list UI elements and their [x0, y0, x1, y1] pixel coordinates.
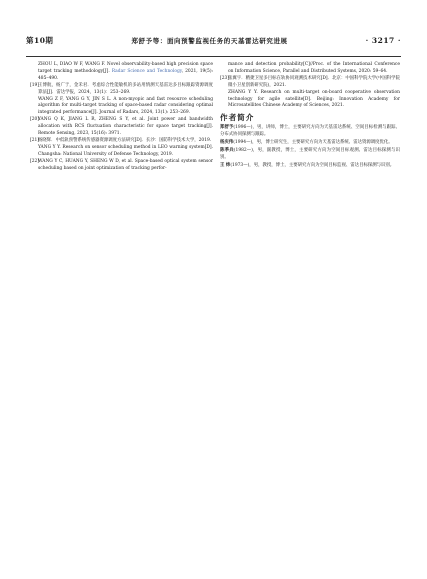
author-bio — [220, 125, 400, 139]
running-title: 郑舒予等：面向预警监视任务的天基雷达研究进展 — [131, 36, 288, 45]
author-name: 陈季兵 — [220, 147, 234, 153]
author-description: (1973—)，男，教授，博士，主要研究方向为空间目标监视、雷达目标探测与识别。 — [230, 162, 395, 168]
reference-number: [21] — [30, 137, 40, 143]
reference-18-continued — [30, 62, 213, 83]
reference-text-cn: 王博航，杨广于，金禾君．考虑综合性能敏机的多站用情测天基雷达多目标跟踪资源调度算法[J]．雷达学报，2024，13(1)：253–269. — [38, 82, 213, 95]
header-divider — [26, 56, 401, 57]
reference-text-en: YANG Y Y. Research on sensor scheduling method in LEO warning system[D]. Changsha: National University of Defense Technology, 2019. — [38, 144, 213, 157]
right-column — [220, 62, 400, 171]
reference-text: ZHOU L, DIAO W F, WANG F. Novel observability-based high — [38, 62, 177, 67]
page-number: · 3217 · — [365, 35, 401, 45]
reference-text-en: WANG Z F, YANG G Y, JIN S L. A non-myopic and fast resource scheduling algorithm for multi-target tracking of space-based radar considering optimal integrated performance[J]. Journal of Radars, 2024, 13(1): 253–269. — [38, 96, 213, 116]
author-name: 杨庆伟 — [220, 140, 234, 146]
reference-text: precision space target tracking methodology[J]. — [38, 62, 213, 74]
reference-23 — [220, 76, 400, 111]
author-name: 郑舒予 — [220, 125, 234, 131]
reference-number: [22] — [30, 158, 40, 164]
reference-text-en: ZHANG Y Y. Research on multi-target on-board cooperative observation technology for agile satellite[D]. Beijing: Innovation Academy for Microsatellites Chinese Academy of Sciences, 2021. — [228, 89, 400, 109]
reference-19 — [30, 83, 213, 118]
reference-text: mance and detection probability[C]//Proc. of the International Conference on Information Science, Parallel and Distributed Systems, 2020: 59–64. — [228, 62, 400, 74]
reference-20 — [30, 117, 213, 138]
reference-number: [23] — [220, 75, 230, 81]
reference-text: , 2021, 19(5): 485–490. — [38, 68, 214, 81]
running-header — [26, 30, 401, 50]
reference-text: YANG Q K, JIANG L R, ZHENG S Y, et al. Joint power and bandwidth allocation with RCS fluctuation characteristic for space target tracking[J]. Remote Sensing, 2023, 15(16): 3971. — [38, 117, 213, 137]
author-bio — [220, 140, 400, 147]
author-bio — [220, 148, 400, 162]
issue-label: 第10期 — [26, 35, 54, 45]
reference-22 — [30, 159, 213, 173]
journal-link[interactable]: Radar Science and Technology — [111, 68, 182, 74]
reference-number: [19] — [30, 82, 40, 88]
reference-number: [20] — [30, 117, 40, 123]
reference-text: WANG Y C, HUANG Y, SHENG W D, et al. Space-based optical system sensor scheduling based on joint optimization of tracking perfor- — [38, 158, 213, 171]
reference-22-continued — [220, 62, 400, 76]
author-description: (1994—)，男，博士研究生，主要研究方向为天基雷达系统、雷达资源调度优化。 — [233, 140, 393, 146]
reference-text-cn: 杨晓辉．中低轨预警系统传感器资源调度方法研究[D]．长沙：国防科学技术大学，2019. — [38, 137, 212, 143]
reference-text-cn: 张翼宇．精捷卫星多目标在轨协同观测技术研究[D]．北京：中国科学院大学(中国科学院微小卫星创新研究院)，2021. — [228, 75, 400, 88]
author-description: (1982—)，男，副教授，博士，主要研究方向为空间目标观测、雷达目标探测与识别。 — [220, 147, 400, 160]
authors-section-title: 作者简介 — [220, 113, 255, 123]
author-bio — [220, 163, 400, 170]
reference-21 — [30, 138, 213, 159]
left-column — [30, 62, 213, 173]
author-description: (1996—)，男，讲师，博士，主要研究方向为天基雷达系统、空间目标检测与跟踪、分布式协同探测与跟踪。 — [220, 125, 400, 138]
author-name: 王 炜 — [220, 162, 231, 168]
